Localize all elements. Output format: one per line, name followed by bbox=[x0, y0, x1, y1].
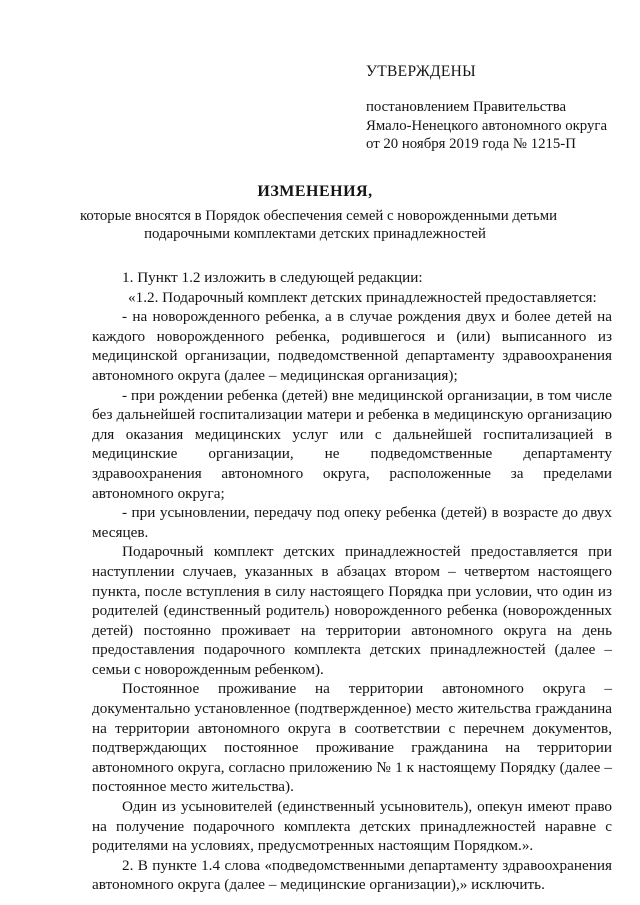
paragraph-item-2: 2. В пункте 1.4 слова «подведомственными департаменту здравоохранения автономного округа (далее – медицинские организации),» исключить. bbox=[92, 856, 612, 894]
document-body bbox=[92, 268, 612, 895]
approval-line-2: Ямало-Ненецкого автономного округа bbox=[366, 117, 608, 134]
paragraph-item-1: 1. Пункт 1.2 изложить в следующей редакции: bbox=[122, 269, 423, 286]
document-heading bbox=[80, 183, 558, 243]
approval-line-3: от 20 ноября 2019 года № 1215-П bbox=[366, 136, 576, 152]
document-subtitle-line-2: подарочными комплектами детских принадлежностей bbox=[144, 226, 486, 242]
paragraph-quote-start: «1.2. Подарочный комплект детских принадлежностей предоставляется: bbox=[128, 288, 597, 306]
paragraph-newborn: - на новорожденного ребенка, а в случае рождения двух и более детей на каждого новорожденного ребенка, родившегося и (или) выписанного из медицинской организации, подведомственной департаменту здравоохранения автономного округа (далее – медицинская организация); bbox=[92, 308, 612, 384]
paragraph-birth-outside: - при рождении ребенка (детей) вне медицинской организации, в том числе без дальнейшей госпитализации матери и ребенка в медицинскую организацию для оказания медицинских услуг или с дальнейшей госпитализацией в медицинские организации, не подведомственные департаменту здравоохранения автономного округа, расположенные за пределами автономного округа; bbox=[92, 386, 612, 502]
document-title: ИЗМЕНЕНИЯ, bbox=[257, 183, 373, 200]
approval-word: УТВЕРЖДЕНЫ bbox=[366, 63, 476, 80]
approval-line-1: постановлением Правительства bbox=[366, 99, 567, 115]
paragraph-conditions: Подарочный комплект детских принадлежностей предоставляется при наступлении случаев, указанных в абзацах втором – четвертом настоящего пункта, после вступления в силу настоящего Порядка при условии, что один из родителей (единственный родитель) новорожденного ребенка (новорожденных детей) постоянно проживает на территории автономного округа на день предоставления подарочного комплекта детских принадлежностей (далее – семьи с новорожденным ребенком). bbox=[92, 543, 612, 678]
paragraph-residence: Постоянное проживание на территории автономного округа – документально установленное (подтвержденное) место жительства гражданина на территории автономного округа в соответствии с перечнем документов, подтверждающих постоянное проживание гражданина на территории автономного округа, согласно приложению № 1 к настоящему Порядку (далее – постоянное место жительства). bbox=[92, 680, 612, 796]
document-subtitle-line-1: которые вносятся в Порядок обеспечения семей с новорожденными детьми bbox=[80, 208, 558, 224]
approval-block bbox=[366, 62, 607, 154]
paragraph-adoption: - при усыновлении, передачу под опеку ребенка (детей) в возрасте до двух месяцев. bbox=[92, 504, 612, 541]
paragraph-adopters: Один из усыновителей (единственный усыновитель), опекун имеют право на получение подарочного комплекта детских принадлежностей наравне с родителями на условиях, предусмотренных настоящим Порядком.». bbox=[92, 798, 612, 855]
